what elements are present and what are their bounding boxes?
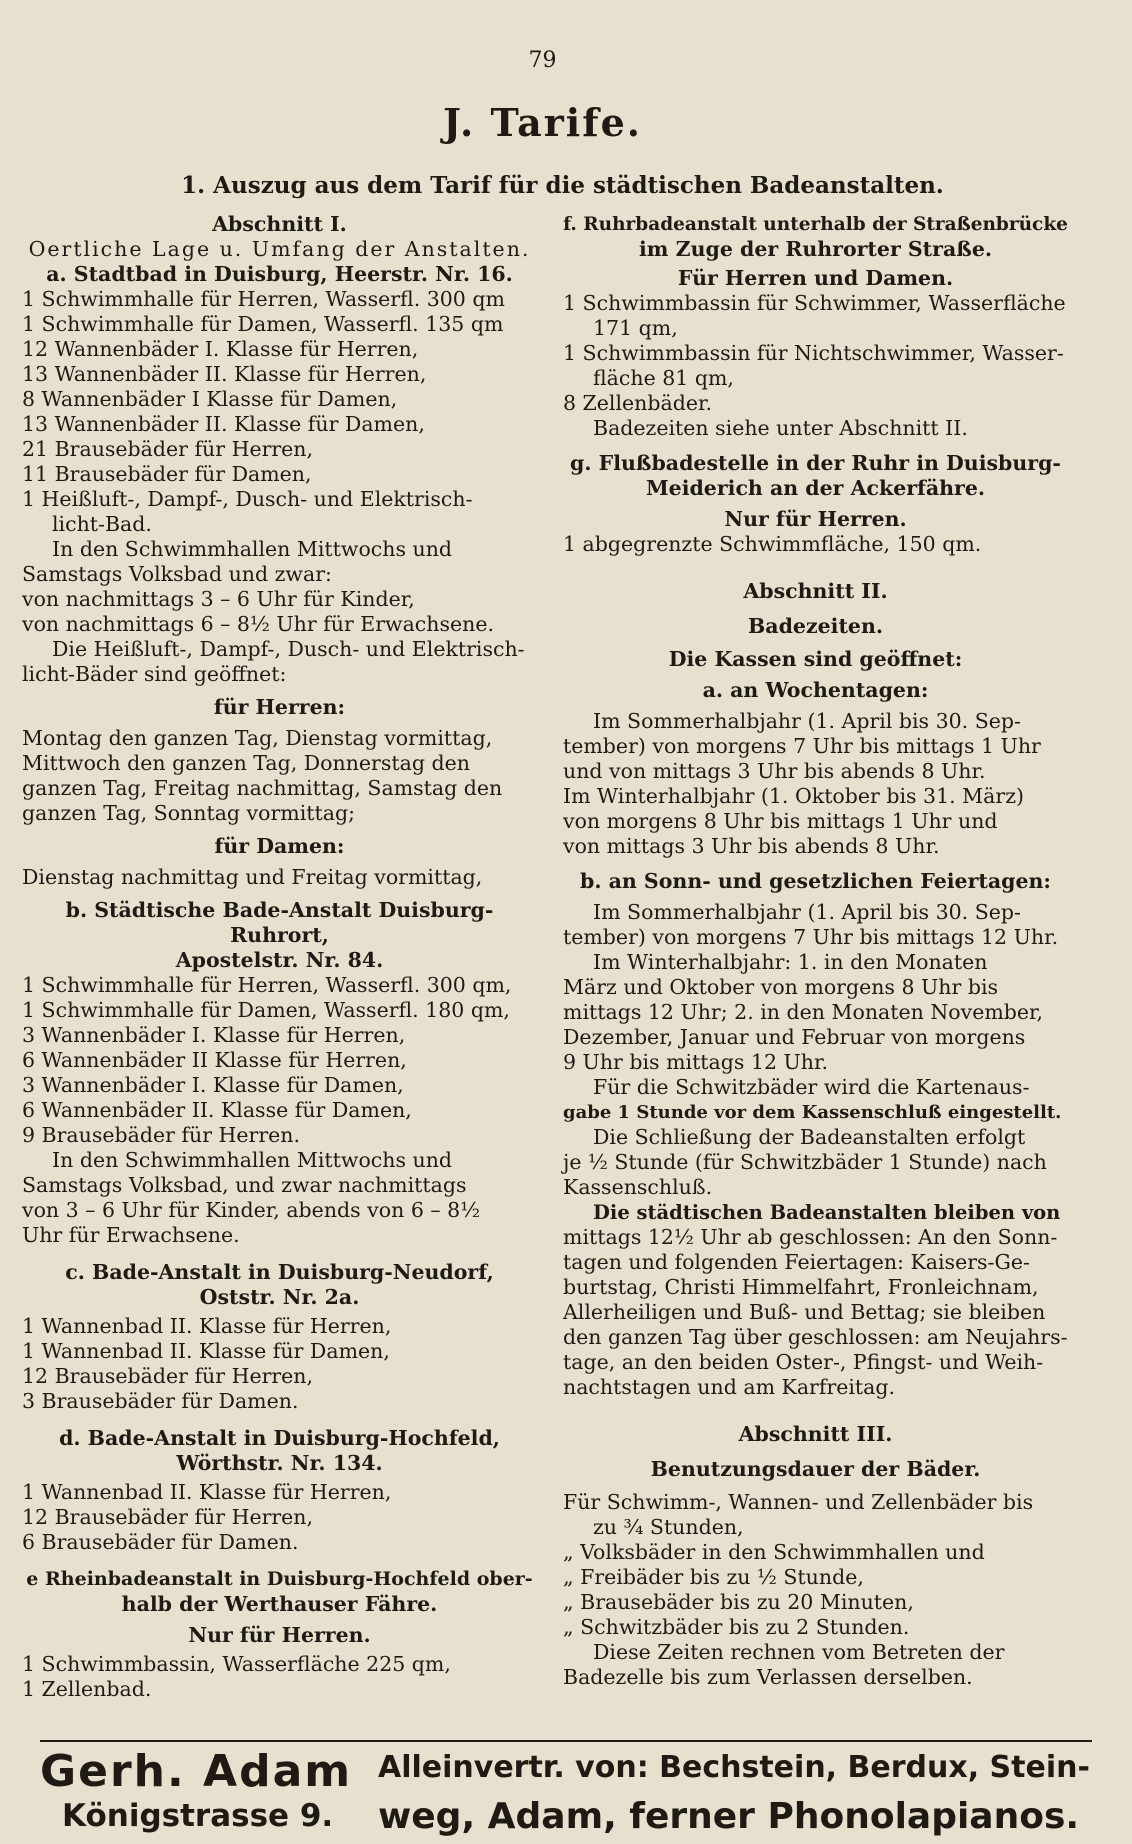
facility-heading: c. Bade-Anstalt in Duisburg-Neudorf, [65,1260,494,1284]
paragraph-line: Im Winterhalbjahr: 1. in den Monaten [593,950,988,974]
paragraph-line: von morgens 8 Uhr bis mittags 1 Uhr und [563,809,998,833]
duration-line: „ Schwitzbäder bis zu 2 Stunden. [563,1615,910,1639]
paragraph-line: März und Oktober von morgens 8 Uhr bis [563,975,999,999]
paragraph-line: Allerheiligen und Buß- und Bettag; sie bleiben [563,1300,1046,1324]
facility-heading: e Rheinbadeanstalt in Duisburg-Hochfeld ober- [26,1568,533,1590]
ad-address: Königstrasse 9. [62,1798,334,1834]
page-number: 79 [528,48,557,73]
kassen-heading: Die Kassen sind geöffnet: [668,647,963,671]
paragraph-line: Die städtischen Badeanstalten bleiben von [593,1201,1061,1224]
list-item: 1 Schwimmbassin für Nichtschwimmer, Wasser- [563,341,1064,365]
section-heading: Abschnitt I. [212,212,347,236]
left-column [22,212,537,1702]
paragraph-line: gabe 1 Stunde vor dem Kassenschluß eingestellt. [563,1102,1062,1123]
paragraph-line: Im Sommerhalbjahr (1. April bis 30. Sep- [593,709,1021,733]
paragraph-line: und von mittags 3 Uhr bis abends 8 Uhr. [563,759,986,783]
section-heading: Abschnitt II. [743,579,888,603]
weekdays-heading: a. an Wochentagen: [702,678,929,702]
list-item: 6 Brausebäder für Damen. [22,1530,299,1554]
facility-heading-2: Meiderich an der Ackerfähre. [645,476,986,500]
paragraph-line: Dezember, Januar und Februar von morgens [563,1025,1026,1049]
duration-line: Für Schwimm-, Wannen- und Zellenbäder bis [563,1490,1034,1514]
list-item: 6 Wannenbäder II Klasse für Herren, [22,1048,407,1072]
paragraph-line: mittags 12½ Uhr ab geschlossen: An den Sonn- [563,1225,1058,1249]
paragraph-line: Montag den ganzen Tag, Dienstag vormittag, [22,726,493,750]
list-item: 171 qm, [593,316,678,340]
ad-line-1: Alleinvertr. von: Bechstein, Berdux, Stein- [378,1750,1090,1785]
facility-heading-2: im Zuge der Ruhrorter Straße. [639,237,992,261]
paragraph-line: Dienstag nachmittag und Freitag vormittag, [22,865,483,889]
ad-divider [40,1740,1092,1742]
facility-heading: f. Ruhrbadeanstalt unterhalb der Straßenbrücke [563,214,1068,235]
ad-line-2: weg, Adam, ferner Phonolapianos. [378,1796,1080,1837]
paragraph-line: je ½ Stunde (für Schwitzbäder 1 Stunde) nach [563,1150,1047,1174]
list-item: 1 Schwimmhalle für Herren, Wasserfl. 300 qm [22,287,505,311]
paragraph-line: Im Sommerhalbjahr (1. April bis 30. Sep- [593,900,1021,924]
facility-heading-2: Oststr. Nr. 2a. [199,1285,360,1309]
paragraph-line: Die Heißluft-, Dampf-, Dusch- und Elektrisch- [52,637,525,661]
paragraph-line: den ganzen Tag über geschlossen: am Neujahrs- [563,1325,1068,1349]
subheading-herren: für Herren: [213,695,346,719]
paragraph-line: von nachmittags 6 – 8½ Uhr für Erwachsene. [22,612,494,636]
paragraph-line: von nachmittags 3 – 6 Uhr für Kinder, [22,587,415,611]
paragraph-line: Mittwoch den ganzen Tag, Donnerstag den [22,751,470,775]
facility-heading: g. Flußbadestelle in der Ruhr in Duisburg- [570,451,1061,475]
holidays-heading: b. an Sonn- und gesetzlichen Feiertagen: [580,869,1051,893]
page-subtitle: 1. Auszug aus dem Tarif für die städtischen Badeanstalten. [181,172,944,199]
list-item: 9 Brausebäder für Herren. [22,1123,300,1147]
list-item: 8 Zellenbäder. [563,391,713,415]
paragraph-line: Samstags Volksbad und zwar: [22,562,332,586]
facility-heading-2: Apostelstr. Nr. 84. [175,948,384,972]
list-item: 1 Wannenbad II. Klasse für Damen, [22,1339,390,1363]
list-item: 13 Wannenbäder II. Klasse für Herren, [22,362,427,386]
paragraph-line: nachtstagen und am Karfreitag. [563,1375,896,1399]
list-item: 1 abgegrenzte Schwimmfläche, 150 qm. [563,532,982,556]
paragraph-line: burtstag, Christi Himmelfahrt, Fronleichnam, [563,1275,1039,1299]
paragraph-line: Uhr für Erwachsene. [22,1223,240,1247]
paragraph-line: tage, an den beiden Oster-, Pfingst- und Weih- [563,1350,1044,1374]
facility-heading-2: Wörthstr. Nr. 134. [176,1451,383,1475]
paragraph-line: Im Winterhalbjahr (1. Oktober bis 31. März) [563,784,1024,808]
paragraph-line: von mittags 3 Uhr bis abends 8 Uhr. [563,834,940,858]
facility-note: Für Herren und Damen. [677,266,954,290]
paragraph-line: ganzen Tag, Freitag nachmittag, Samstag den [22,776,503,800]
list-item: 11 Brausebäder für Damen, [22,462,312,486]
list-item: 3 Wannenbäder I. Klasse für Herren, [22,1023,406,1047]
paragraph-line: 9 Uhr bis mittags 12 Uhr. [563,1050,829,1074]
paragraph-line: licht-Bäder sind geöffnet: [22,662,287,686]
paragraph-line: Die Schließung der Badeanstalten erfolgt [593,1125,1026,1149]
list-item: 1 Schwimmhalle für Damen, Wasserfl. 180 qm, [22,998,510,1022]
paragraph-line: Für die Schwitzbäder wird die Kartenaus- [593,1075,1030,1099]
paragraph-line: Kassenschluß. [563,1175,713,1199]
list-item: 3 Brausebäder für Damen. [22,1389,299,1413]
right-column [563,212,1068,1690]
list-item: 1 Schwimmbassin für Schwimmer, Wasserfläche [563,291,1066,315]
paragraph-line: Samstags Volksbad, und zwar nachmittags [22,1173,467,1197]
paragraph-line: ganzen Tag, Sonntag vormittag; [22,801,355,825]
section-subheading: Badezeiten. [747,614,883,638]
facility-heading: d. Bade-Anstalt in Duisburg-Hochfeld, [59,1426,500,1450]
list-item: 1 Schwimmbassin, Wasserfläche 225 qm, [22,1652,451,1676]
facility-heading-2: halb der Werthauser Fähre. [121,1592,438,1616]
list-item: 21 Brausebäder für Herren, [22,437,314,461]
paragraph-line: tember) von morgens 7 Uhr bis mittags 1 Uhr [563,734,1041,758]
paragraph-line: tember) von morgens 7 Uhr bis mittags 12 Uhr. [563,925,1059,949]
list-item: 13 Wannenbäder II. Klasse für Damen, [22,412,425,436]
facility-heading: b. Städtische Bade-Anstalt Duisburg-Ruhrort, [65,898,494,947]
ad-company-name: Gerh. Adam [40,1746,353,1797]
facility-note: Badezeiten siehe unter Abschnitt II. [593,416,968,440]
duration-line: „ Volksbäder in den Schwimmhallen und [563,1540,985,1564]
paragraph-line: In den Schwimmhallen Mittwochs und [52,537,453,561]
list-item: 1 Heißluft-, Dampf-, Dusch- und Elektrisch- [22,487,473,511]
section-heading: Abschnitt III. [738,1422,893,1446]
facility-heading: a. Stadtbad in Duisburg, Heerstr. Nr. 16. [46,262,513,286]
section-subheading: Oertliche Lage u. Umfang der Anstalten. [28,237,531,261]
page-title: J. Tarife. [443,100,642,145]
list-item: 12 Brausebäder für Herren, [22,1364,314,1388]
list-item: 1 Zellenbad. [22,1677,152,1701]
duration-line: „ Brausebäder bis zu 20 Minuten, [563,1590,914,1614]
paragraph-line: Diese Zeiten rechnen vom Betreten der [593,1640,1005,1664]
list-item: 1 Wannenbad II. Klasse für Herren, [22,1314,392,1338]
paragraph-line: mittags 12 Uhr; 2. in den Monaten November, [563,1000,1044,1024]
duration-line: „ Freibäder bis zu ½ Stunde, [563,1565,864,1589]
list-item: 3 Wannenbäder I. Klasse für Damen, [22,1073,404,1097]
list-item: licht-Bad. [52,512,152,536]
list-item: 12 Wannenbäder I. Klasse für Herren, [22,337,419,361]
list-item: 1 Schwimmhalle für Damen, Wasserfl. 135 qm [22,312,504,336]
subheading-damen: für Damen: [214,834,345,858]
list-item: 6 Wannenbäder II. Klasse für Damen, [22,1098,412,1122]
list-item: 1 Schwimmhalle für Herren, Wasserfl. 300 qm, [22,973,512,997]
facility-note: Nur für Herren. [188,1623,371,1647]
paragraph-line: von 3 – 6 Uhr für Kinder, abends von 6 – 8½ [22,1198,481,1222]
list-item: 8 Wannenbäder I Klasse für Damen, [22,387,398,411]
facility-note: Nur für Herren. [724,507,907,531]
paragraph-line: In den Schwimmhallen Mittwochs und [52,1148,453,1172]
paragraph-line: Badezelle bis zum Verlassen derselben. [563,1665,973,1689]
list-item: fläche 81 qm, [593,366,734,390]
list-item: 1 Wannenbad II. Klasse für Herren, [22,1480,392,1504]
section-subheading: Benutzungsdauer der Bäder. [650,1457,981,1481]
duration-line: zu ¾ Stunden, [593,1515,744,1539]
list-item: 12 Brausebäder für Herren, [22,1505,314,1529]
paragraph-line: tagen und folgenden Feiertagen: Kaisers-Ge- [563,1250,1030,1274]
advertisement [0,1740,1132,1844]
